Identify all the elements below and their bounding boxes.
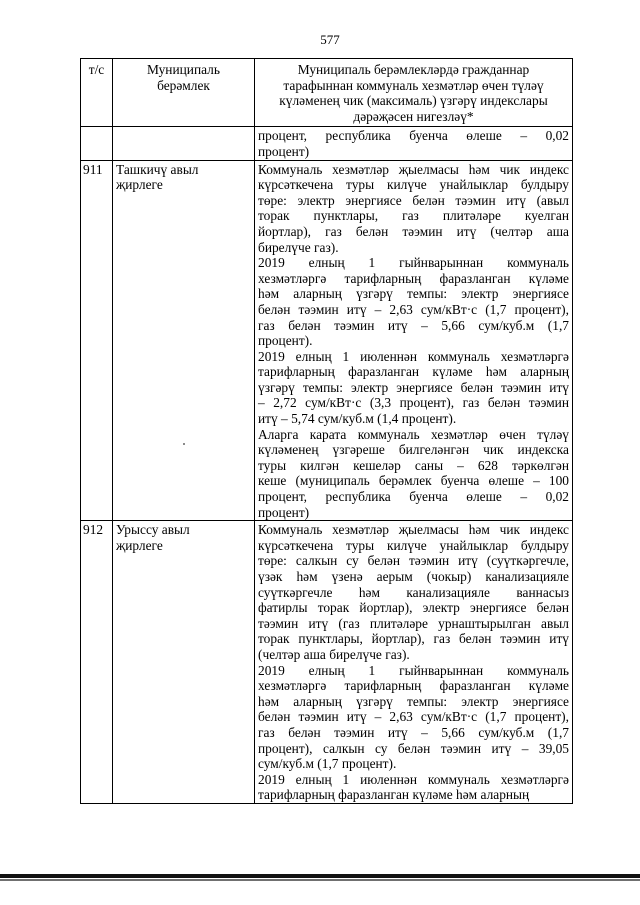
text-line: белән тәэмин итү – 2,63 сум/кВт·с (1,7 процент), [258, 709, 569, 725]
text-line: 2019 елның 1 гыйнварыннан коммуналь [258, 662, 569, 678]
text-line: процент) [258, 504, 310, 520]
text-line: төре: салкын су белән тәэмин итү (суүткәргечле, [258, 553, 569, 569]
text-line: йортлар), газ белән тәэмин итү (челтәр аша [258, 223, 569, 239]
text-line: фатирлы торак йортлар), электр энергиясе белән [258, 600, 569, 616]
text-line: 2019 елның 1 гыйнварыннан коммуналь [258, 255, 569, 271]
row-municipality [113, 521, 255, 804]
header-index-line: тарафыннан коммуналь хезмәтләр өчен түләү [283, 77, 544, 93]
text-line: кеше (муниципаль берәмлек буенча өлеше – 100 [258, 473, 569, 489]
text-line: процент), салкын су белән тәэмин итү – 39,05 [258, 740, 569, 756]
text-line: тарифларның фаразланган күләме һәм аларның [258, 364, 569, 380]
scan-edge-line [0, 874, 640, 878]
text-line: (челтәр аша бирелүче газ). [258, 646, 410, 662]
municipality-line: Ташкичү авыл [116, 161, 199, 177]
text-line: күрсәткечена туры килүче унайлыклар булдыру [258, 537, 569, 553]
scan-edge-line-faint [0, 879, 640, 881]
text-line: Коммуналь хезмәтләр җыелмасы һәм чик индекс [258, 522, 569, 538]
justification-paragraph [258, 162, 569, 256]
page-number: 577 [320, 32, 340, 47]
text-line: төре: электр энергиясе белән тәэмин итү (авыл [258, 192, 569, 208]
text-line: процент, республика буенча өлеше – 0,02 [258, 128, 569, 144]
text-line: 2019 елның 1 июленнән коммуналь хезмәтләргә [258, 771, 569, 787]
text-line: хезмәтләргә тарифларның фаразланган күләме [258, 678, 569, 694]
justification-paragraph [258, 772, 569, 803]
justification-paragraph [258, 349, 569, 427]
justification-paragraph [258, 663, 569, 772]
municipality-line: Урыссу авыл [116, 522, 190, 538]
table-row [81, 160, 573, 521]
continuation-municipality [113, 127, 255, 160]
text-line: һәм аларның үзгәрү темпы: электр энергиясе [258, 693, 569, 709]
text-line: суүткәргечле һәм канализацияле ваннасыз [258, 584, 569, 600]
text-line: Аларга карата коммуналь хезмәтләр өчен түләү [258, 426, 569, 442]
row-index-justification [255, 160, 573, 521]
text-line: туры килгән кешеләр саны – 628 тәркөлгән [258, 457, 569, 473]
text-line: тәэмин итү (газ плитәләре урнаштырылган авыл [258, 615, 569, 631]
text-line: үзәк һәм үзенә аерым (чокыр) канализацияле [258, 569, 569, 584]
text-line: газ белән тәэмин итү – 5,66 сум/куб.м (1,7 [258, 724, 569, 740]
text-line: торак пунктлары, газ плитәләре куелган [258, 208, 569, 224]
row-municipality [113, 160, 255, 521]
text-line: һәм аларның үзгәрү темпы: электр энергиясе [258, 286, 569, 302]
tariff-table [80, 58, 573, 804]
row-index-justification [255, 521, 573, 804]
text-line: торак пунктлары, йортлар), газ белән тәэмин итү [258, 631, 569, 647]
text-line: итү – 5,74 сум/куб.м (1,4 процент). [258, 411, 457, 427]
text-line: бирелүче газ). [258, 239, 339, 255]
header-municipality-line: берәмлек [157, 77, 210, 93]
justification-paragraph [258, 255, 569, 349]
table-header-row [81, 59, 573, 127]
text-line: 2019 елның 1 июленнән коммуналь хезмәтләргә [258, 348, 569, 364]
text-line: хезмәтләргә тарифларның фаразланган күләме [258, 270, 569, 286]
header-index [255, 59, 573, 127]
municipality-line: җирлеге [116, 537, 163, 553]
header-number [81, 59, 113, 127]
header-index-line: күләменең чик (максималь) үзгәрү индекслары [279, 93, 548, 109]
header-municipality [113, 59, 255, 127]
text-line: процент) [258, 143, 310, 159]
municipality-line: җирлеге [116, 177, 163, 193]
justification-paragraph [258, 427, 569, 521]
text-line: процент, республика буенча өлеше – 0,02 [258, 489, 569, 505]
continuation-paragraph [258, 128, 569, 159]
text-line: газ белән тәэмин итү – 5,66 сум/куб.м (1,7 [258, 317, 569, 333]
text-line: күрсәткечена туры килүче унайлыклар булдыру [258, 177, 569, 193]
scan-speck [183, 443, 185, 445]
justification-paragraph [258, 522, 569, 662]
text-line: процент). [258, 333, 313, 349]
table-row [81, 521, 573, 804]
header-index-line: Муниципаль берәмлекләрдә гражданнар [297, 62, 530, 77]
continuation-text [255, 127, 573, 160]
row-number: 912 [81, 521, 113, 804]
text-line: тарифларның фаразланган күләме һәм аларның [258, 787, 530, 803]
text-line: сум/куб.м (1,7 процент). [258, 756, 397, 772]
header-municipality-line: Муниципаль [147, 62, 220, 77]
text-line: белән тәэмин итү – 2,63 сум/кВт·с (1,7 процент), [258, 301, 569, 317]
text-line: – 2,72 сум/кВт·с (3,3 процент), газ белән тәэмин [258, 395, 569, 411]
header-index-line: дәрәҗәсен нигезләү* [353, 108, 474, 124]
continuation-number [81, 127, 113, 160]
continuation-row [81, 127, 573, 160]
row-number: 911 [81, 160, 113, 521]
text-line: күләменең үзгәреше билгеләнгән чик индекска [258, 442, 569, 458]
text-line: Коммуналь хезмәтләр җыелмасы һәм чик индекс [258, 161, 569, 177]
text-line: үзгәрү темпы: электр энергиясе белән тәэмин итү [258, 379, 569, 395]
header-number-text: т/с [88, 62, 105, 77]
